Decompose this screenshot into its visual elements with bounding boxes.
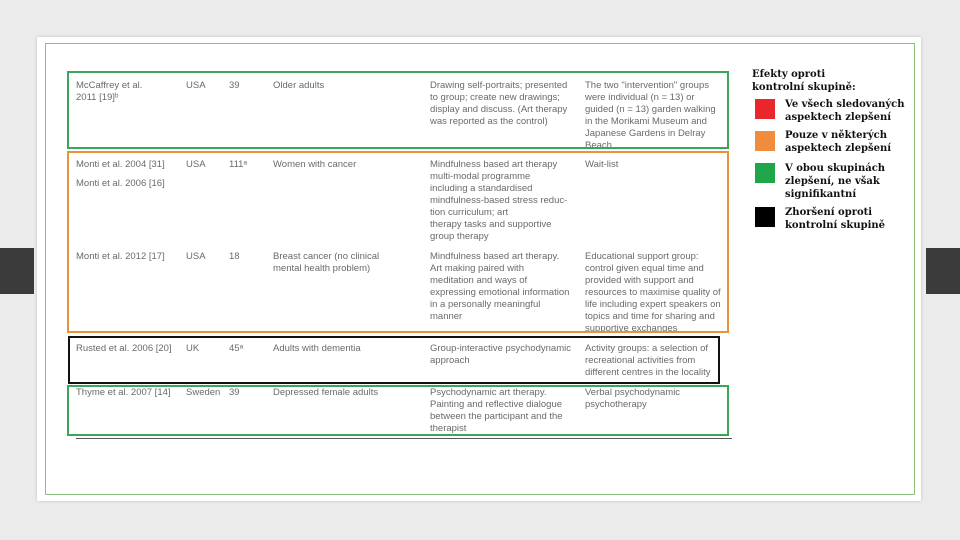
control-cell: Activity groups: a selection of recreational activities from different centres in the locality: [585, 343, 711, 378]
country-cell: USA: [186, 251, 206, 262]
control-cell: Wait-list: [585, 159, 619, 170]
legend-swatch-black: [755, 207, 775, 227]
intervention-cell: Mindfulness based art therapy. Art making paired with meditation and ways of expressing emotional information in a personally meaningful manner: [430, 251, 570, 322]
legend-label: Ve všech sledovaných aspektech zlepšení: [785, 99, 905, 123]
highlight-box-green: [67, 385, 729, 436]
left-decor-band: [0, 248, 34, 294]
n-cell: 39: [229, 80, 240, 91]
legend-label: Zhoršení oproti kontrolní skupině: [785, 207, 886, 231]
highlight-box-orange: [67, 151, 729, 333]
country-cell: Sweden: [186, 387, 221, 398]
country-cell: USA: [186, 80, 206, 91]
study-cell: McCaffrey et al. 2011 [19]ᵇ: [76, 80, 143, 103]
population-cell: Depressed female adults: [273, 387, 379, 398]
population-cell: Breast cancer (no clinical mental health problem): [273, 251, 380, 274]
study-cell: Monti et al. 2012 [17]: [76, 251, 165, 262]
n-cell: 45ᵃ: [229, 343, 244, 354]
legend-label: V obou skupinách zlepšení, ne však signifikantní: [785, 163, 886, 200]
country-cell: USA: [186, 159, 206, 170]
control-cell: Verbal psychodynamic psychotherapy: [585, 387, 681, 410]
intervention-cell: Mindfulness based art therapy multi-modal programme including a standardised mindfulness-based stress reduc- tion curriculum; art therapy tasks and supportive group therapy: [430, 159, 568, 242]
intervention-cell: Group-interactive psychodynamic approach: [430, 343, 571, 366]
legend-swatch-red: [755, 99, 775, 119]
study-cell: Monti et al. 2006 [16]: [76, 178, 165, 189]
n-cell: 39: [229, 387, 240, 398]
study-cell: Thyme et al. 2007 [14]: [76, 387, 171, 398]
study-cell: Monti et al. 2004 [31]: [76, 159, 165, 170]
n-cell: 111ᵃ: [229, 159, 247, 170]
legend-swatch-green: [755, 163, 775, 183]
highlight-box-green: [67, 71, 729, 149]
control-cell: Educational support group: control given equal time and provided with support and resources to maximise quality of life including expert speakers on topics and time for sharing and supportive exchanges: [585, 251, 721, 334]
population-cell: Adults with dementia: [273, 343, 361, 354]
legend: [752, 66, 905, 236]
right-decor-band: [926, 248, 960, 294]
legend-title: Efekty oproti kontrolní skupině:: [752, 69, 856, 93]
legend-label: Pouze v některých aspektech zlepšení: [785, 130, 892, 154]
study-cell: Rusted et al. 2006 [20]: [76, 343, 172, 354]
legend-swatch-orange: [755, 131, 775, 151]
table-bottom-rule: [76, 438, 732, 439]
intervention-cell: Psychodynamic art therapy. Painting and reflective dialogue between the participant and the therapist: [430, 387, 563, 434]
highlight-box-black: [68, 336, 720, 384]
control-cell: The two "intervention" groups were individual (n = 13) or guided (n = 13) garden walking in the Morikami Museum and Japanese Gardens in Delray Beach: [585, 80, 716, 151]
population-cell: Older adults: [273, 80, 325, 91]
country-cell: UK: [186, 343, 200, 354]
n-cell: 18: [229, 251, 240, 262]
intervention-cell: Drawing self-portraits; presented to group; create new drawings; display and discuss. (Art therapy was reported as the control): [430, 80, 568, 127]
population-cell: Women with cancer: [273, 159, 357, 170]
